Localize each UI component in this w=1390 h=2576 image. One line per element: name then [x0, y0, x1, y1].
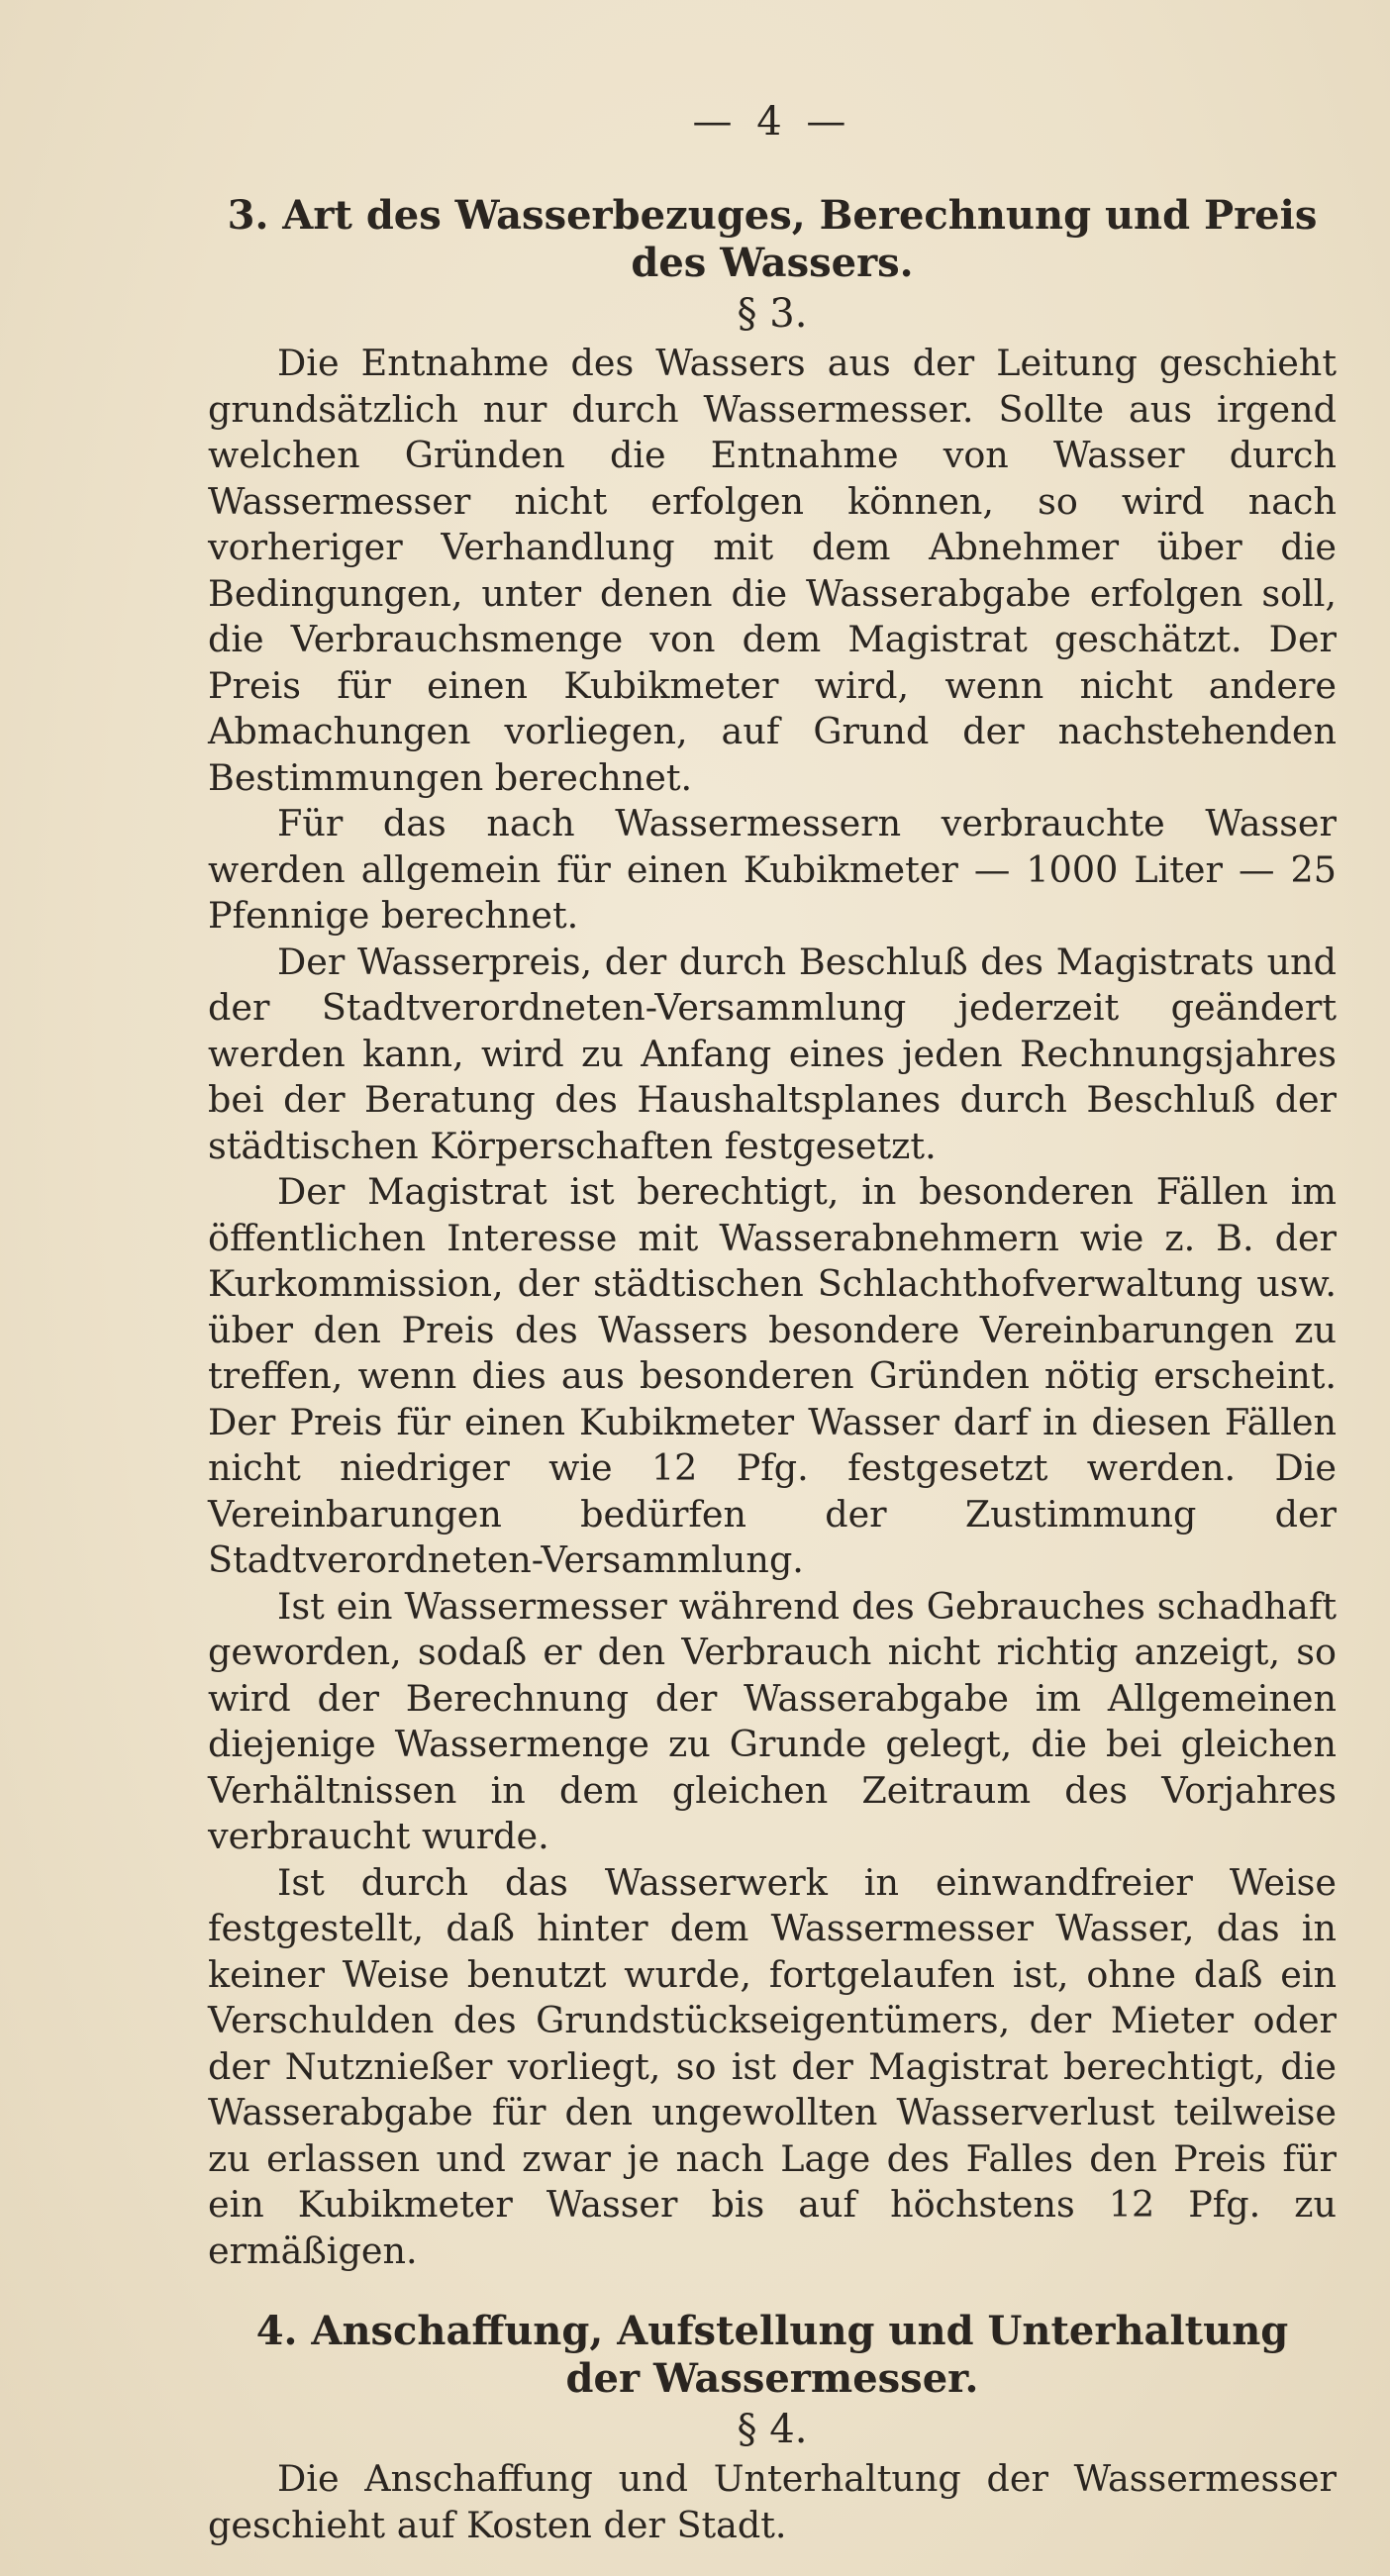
section-3	[208, 192, 1337, 2274]
paragraph-sign: § 4.	[737, 2407, 808, 2452]
paragraph: Der Wasserpreis, der durch Beschluß des Magistrats und der Stadtverordneten-Versammlung jederzeit geändert werden kann, wird zu Anfang eines jeden Rechnungsjahres bei der Beratung des Haushaltsplanes durch Beschluß der städtischen Körperschaften festgesetzt.	[208, 940, 1337, 1167]
page-number: — 4 —	[692, 99, 852, 145]
section-heading: 4. Anschaffung, Aufstellung und Unterhaltung der Wassermesser.	[255, 2308, 1289, 2402]
paragraph: Die Entnahme des Wassers aus der Leitung geschieht grundsätzlich nur durch Wassermesser. Sollte aus irgend welchen Gründen die Entnahme von Wasser durch Wassermesser nicht erfolgen können, so wird nach vorheriger Verhandlung mit dem Abnehmer über die Bedingungen, unter denen die Wasserabgabe erfolgen soll, die Verbrauchsmenge von dem Magistrat geschätzt. Der Preis für einen Kubikmeter wird, wenn nicht andere Abmachungen vorliegen, auf Grund der nachstehenden Bestimmungen berechnet.	[208, 342, 1337, 799]
document-page	[208, 99, 1337, 2548]
section-4	[208, 2308, 1337, 2548]
paragraph: Die Anschaffung und Unterhaltung der Wassermesser geschieht auf Kosten der Stadt.	[208, 2457, 1337, 2546]
paragraph: Für das nach Wassermessern verbrauchte Wasser werden allgemein für einen Kubikmeter — 1000 Liter — 25 Pfennige berechnet.	[208, 802, 1337, 937]
paragraph: Der Magistrat ist berechtigt, in besonderen Fällen im öffentlichen Interesse mit Wasserabnehmern wie z. B. der Kurkommission, der städtischen Schlachthofverwaltung usw. über den Preis des Wassers besondere Vereinbarungen zu treffen, wenn dies aus besonderen Gründen nötig erscheint. Der Preis für einen Kubikmeter Wasser darf in diesen Fällen nicht niedriger wie 12 Pfg. festgesetzt werden. Die Vereinbarungen bedürfen der Zustimmung der Stadtverordneten-Versammlung.	[208, 1170, 1337, 1581]
paragraph: Ist ein Wassermesser während des Gebrauches schadhaft geworden, sodaß er den Verbrauch nicht richtig anzeigt, so wird der Berechnung der Wasserabgabe im Allgemeinen diejenige Wassermenge zu Grunde gelegt, die bei gleichen Verhältnissen in dem gleichen Zeitraum des Vorjahres verbraucht wurde.	[208, 1584, 1337, 1857]
paragraph: Ist durch das Wasserwerk in einwandfreier Weise festgestellt, daß hinter dem Wassermesser Wasser, das in keiner Weise benutzt wurde, fortgelaufen ist, ohne daß ein Verschulden des Grundstückseigentümers, der Mieter oder der Nutznießer vorliegt, so ist der Magistrat berechtigt, die Wasserabgabe für den ungewollten Wasserverlust teilweise zu erlassen und zwar je nach Lage des Falles den Preis für ein Kubikmeter Wasser bis auf höchstens 12 Pfg. zu ermäßigen.	[208, 1860, 1337, 2272]
section-heading: 3. Art des Wasserbezuges, Berechnung und Preis des Wassers.	[227, 192, 1318, 286]
section-spacer	[208, 2274, 1337, 2308]
paragraph-sign: § 3.	[737, 291, 808, 337]
